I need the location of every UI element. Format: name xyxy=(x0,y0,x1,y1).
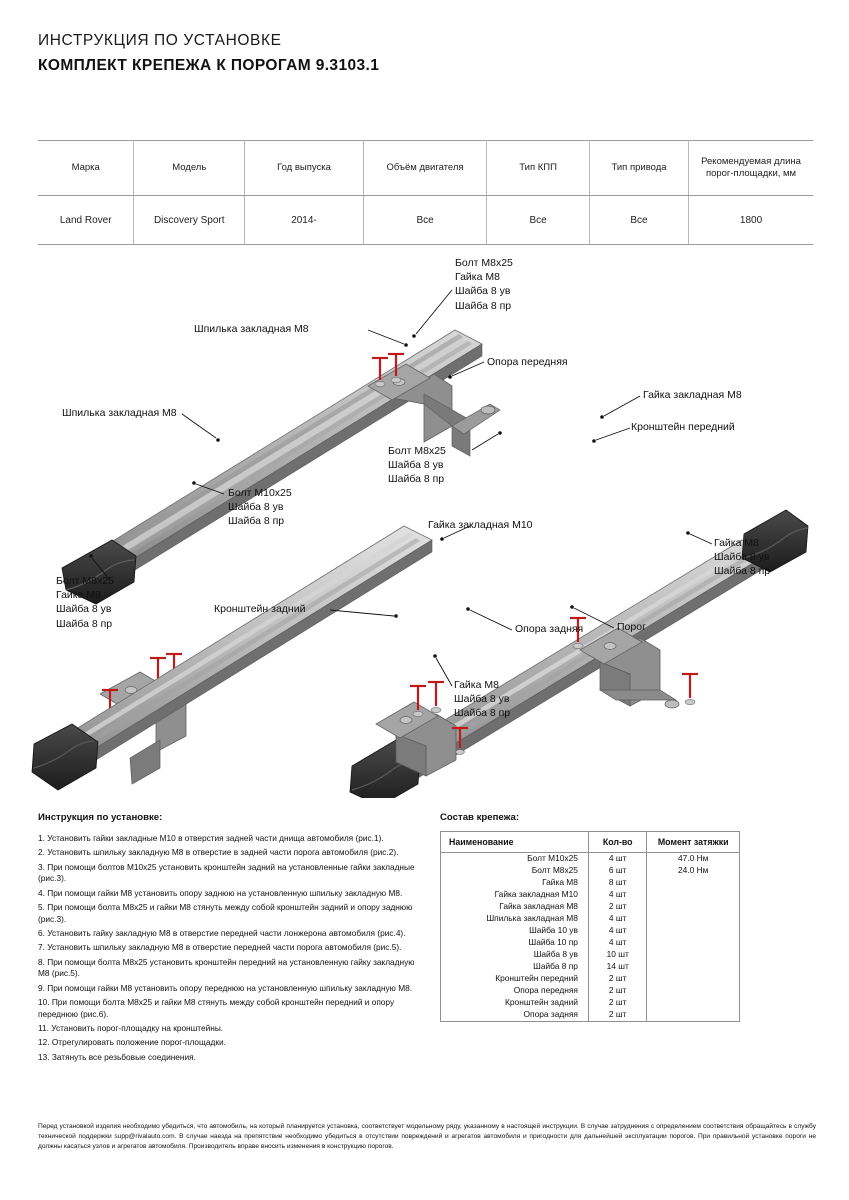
parts-row xyxy=(441,985,740,997)
parts-name: Гайка закладная М10 xyxy=(441,889,589,901)
parts-row xyxy=(441,853,740,865)
parts-torque: 24.0 Нм xyxy=(647,865,740,877)
col-header-length: Рекомендуемая длина порог-площадки, мм xyxy=(689,141,813,196)
parts-torque xyxy=(647,985,740,997)
instruction-item: 13. Затянуть все резьбовые соединения. xyxy=(38,1051,196,1062)
parts-name: Гайка закладная М8 xyxy=(441,901,589,913)
instruction-item: 11. Установить порог-площадку на кронштейны. xyxy=(38,1022,224,1033)
callout-front-bracket: Кронштейн передний xyxy=(631,421,735,433)
parts-row xyxy=(441,925,740,937)
parts-torque xyxy=(647,1009,740,1021)
parts-qty: 4 шт xyxy=(588,889,646,901)
col-header-year: Год выпуска xyxy=(245,141,364,196)
parts-qty: 14 шт xyxy=(588,961,646,973)
cell-model: Discovery Sport xyxy=(134,196,245,245)
page-subtitle: КОМПЛЕКТ КРЕПЕЖА К ПОРОГАМ 9.3103.1 xyxy=(38,57,380,74)
parts-name: Шайба 8 ув xyxy=(441,949,589,961)
parts-name: Шайба 10 пр xyxy=(441,937,589,949)
parts-row xyxy=(441,865,740,877)
callout-line: Шайба 8 пр xyxy=(455,299,512,312)
parts-torque xyxy=(647,961,740,973)
parts-header-row xyxy=(441,832,740,853)
parts-torque xyxy=(647,901,740,913)
legal-footer: Перед установкой изделия необходимо убедиться, что автомобиль, на который планируется установка, соответствует модельному ряду, указанному в настоящей инструкции. В случае затруднения с определением соответствия обращайтесь в службу технической поддержки supp@rivalauto.com. В случае наезда на препятствие необходимо убедиться в отсутствии повреждений и агрегатов автомобиля и пригодности для дальнейшей эксплуатации порогов. При правильной установке пороги не должны касаться узлов и агрегатов автомобиля. Производитель вправе вносить изменения в конструкцию порогов. xyxy=(38,1123,816,1150)
parts-col-qty: Кол-во xyxy=(588,832,646,853)
parts-qty: 10 шт xyxy=(588,949,646,961)
callout-line: Шайба 8 пр xyxy=(454,707,511,720)
callout-line: Шайба 8 пр xyxy=(714,565,771,578)
parts-name: Болт М8х25 xyxy=(441,865,589,877)
parts-qty: 2 шт xyxy=(588,985,646,997)
callout-line: Болт М10х25 xyxy=(228,487,292,499)
cell-transmission: Все xyxy=(487,196,590,245)
callout-bolt-m8x25-top xyxy=(455,256,513,313)
callout-line: Гайка М8 xyxy=(455,271,500,284)
parts-name: Опора задняя xyxy=(441,1009,589,1021)
instruction-item: 8. При помощи болта М8х25 установить кронштейн передний на установленную гайку закладную М8 (рис.5). xyxy=(38,956,415,979)
assembly-illustration xyxy=(0,238,849,798)
callout-line: Шайба 8 ув xyxy=(56,603,112,616)
parts-torque xyxy=(647,889,740,901)
callout-line: Гайка М8 xyxy=(714,537,759,549)
cell-year: 2014- xyxy=(245,196,364,245)
callout-stud-m8-left: Шпилька закладная М8 xyxy=(62,407,177,419)
callout-bolt-m8x25-bottom-left xyxy=(56,574,114,631)
parts-row xyxy=(441,877,740,889)
cell-length: 1800 xyxy=(689,196,813,245)
parts-name: Опора передняя xyxy=(441,985,589,997)
parts-qty: 2 шт xyxy=(588,1009,646,1021)
callout-line: Болт М8х25 xyxy=(56,575,114,587)
col-header-model: Модель xyxy=(134,141,245,196)
parts-name: Кронштейн передний xyxy=(441,973,589,985)
parts-row xyxy=(441,1009,740,1021)
parts-col-torque: Момент затяжки xyxy=(647,832,740,853)
parts-qty: 4 шт xyxy=(588,853,646,865)
instruction-item: 7. Установить шпильку закладную М8 в отверстие передней части порога автомобиля (рис.5). xyxy=(38,942,402,953)
parts-title: Состав крепежа: xyxy=(440,812,520,823)
instruction-item: 12. Отрегулировать положение порог-площадки. xyxy=(38,1037,226,1048)
parts-torque xyxy=(647,877,740,889)
parts-qty: 4 шт xyxy=(588,937,646,949)
parts-name: Шпилька закладная М8 xyxy=(441,913,589,925)
parts-row xyxy=(441,913,740,925)
parts-row xyxy=(441,949,740,961)
parts-torque xyxy=(647,973,740,985)
illustration-svg xyxy=(0,238,849,798)
parts-row xyxy=(441,973,740,985)
parts-torque xyxy=(647,913,740,925)
instruction-item: 3. При помощи болтов М10х25 установить кронштейн задний на установленные гайки закладные (рис.3). xyxy=(38,861,415,884)
parts-row xyxy=(441,961,740,973)
cell-drive: Все xyxy=(589,196,688,245)
callout-nut-m8-right xyxy=(714,536,770,579)
instruction-item: 10. При помощи болта М8х25 и гайки М8 стянуть между собой кронштейн передний и опору переднюю (рис.6). xyxy=(38,996,395,1019)
callout-embedded-nut-m10: Гайка закладная М10 xyxy=(428,519,533,531)
page-header xyxy=(38,32,379,75)
parts-list xyxy=(440,812,740,1022)
parts-name: Шайба 10 ув xyxy=(441,925,589,937)
parts-name: Кронштейн задний xyxy=(441,997,589,1009)
parts-row xyxy=(441,997,740,1009)
parts-table xyxy=(440,831,740,1022)
parts-col-name: Наименование xyxy=(441,832,589,853)
callout-line: Шайба 8 пр xyxy=(388,473,445,486)
table-header-row xyxy=(38,141,813,196)
parts-qty: 2 шт xyxy=(588,997,646,1009)
instruction-item: 6. Установить гайку закладную М8 в отверстие передней части лонжерона автомобиля (рис.4). xyxy=(38,927,406,938)
installation-instructions xyxy=(38,812,428,1066)
cell-engine: Все xyxy=(363,196,486,245)
callout-line: Шайба 8 ув xyxy=(454,693,510,706)
parts-qty: 4 шт xyxy=(588,925,646,937)
parts-torque xyxy=(647,937,740,949)
callout-rear-support: Опора задняя xyxy=(515,623,584,635)
parts-row xyxy=(441,889,740,901)
instruction-item: 2. Установить шпильку закладную М8 в отверстие в задней части порога автомобиля (рис.2). xyxy=(38,847,399,858)
page-title: ИНСТРУКЦИЯ ПО УСТАНОВКЕ xyxy=(38,32,282,49)
callout-line: Гайка М8 xyxy=(56,589,101,602)
parts-name: Шайба 8 пр xyxy=(441,961,589,973)
parts-qty: 6 шт xyxy=(588,865,646,877)
callout-line: Болт М8х25 xyxy=(455,257,513,269)
instructions-title: Инструкция по установке: xyxy=(38,812,163,823)
callout-line: Шайба 8 ув xyxy=(228,501,284,514)
parts-qty: 2 шт xyxy=(588,973,646,985)
callout-line: Шайба 8 пр xyxy=(228,515,285,528)
parts-qty: 4 шт xyxy=(588,913,646,925)
callout-line: Шайба 8 пр xyxy=(56,617,113,630)
callout-front-support: Опора передняя xyxy=(487,356,568,368)
col-header-transmission: Тип КПП xyxy=(487,141,590,196)
instruction-item: 1. Установить гайки закладные М10 в отверстия задней части днища автомобиля (рис.1). xyxy=(38,833,384,843)
callout-stud-m8-upper: Шпилька закладная М8 xyxy=(194,323,309,335)
col-header-engine: Объём двигателя xyxy=(363,141,486,196)
parts-torque: 47.0 Нм xyxy=(647,853,740,865)
callout-rear-bracket: Кронштейн задний xyxy=(214,603,306,615)
instructions-list xyxy=(38,833,428,1063)
parts-row xyxy=(441,901,740,913)
callout-line: Шайба 8 ув xyxy=(714,551,770,564)
callout-nut-m8-bottom xyxy=(454,678,510,721)
callout-line: Гайка М8 xyxy=(454,679,499,691)
col-header-drive: Тип привода xyxy=(589,141,688,196)
parts-qty: 8 шт xyxy=(588,877,646,889)
callout-embedded-nut-m8: Гайка закладная М8 xyxy=(643,389,742,401)
parts-name: Гайка М8 xyxy=(441,877,589,889)
cell-brand: Land Rover xyxy=(38,196,134,245)
col-header-brand: Марка xyxy=(38,141,134,196)
instruction-item: 5. При помощи болта М8х25 и гайки М8 стянуть между собой кронштейн задний и опору заднюю (рис.3). xyxy=(38,901,413,924)
parts-row xyxy=(441,937,740,949)
callout-bolt-m8x25-mid xyxy=(388,444,446,487)
instruction-item: 4. При помощи гайки М8 установить опору заднюю на установленную шпильку закладную М8. xyxy=(38,887,403,898)
callout-line: Шайба 8 ув xyxy=(455,285,511,298)
parts-qty: 2 шт xyxy=(588,901,646,913)
parts-torque xyxy=(647,949,740,961)
parts-name: Болт М10х25 xyxy=(441,853,589,865)
callout-line: Болт М8х25 xyxy=(388,445,446,457)
vehicle-applicability-table xyxy=(38,140,813,245)
callout-line: Шайба 8 ув xyxy=(388,459,444,472)
instruction-item: 9. При помощи гайки М8 установить опору переднюю на установленную шпильку закладную М8. xyxy=(38,982,413,993)
callout-step-board: Порог xyxy=(617,621,646,633)
parts-torque xyxy=(647,925,740,937)
callout-bolt-m10x25 xyxy=(228,486,292,529)
parts-torque xyxy=(647,997,740,1009)
